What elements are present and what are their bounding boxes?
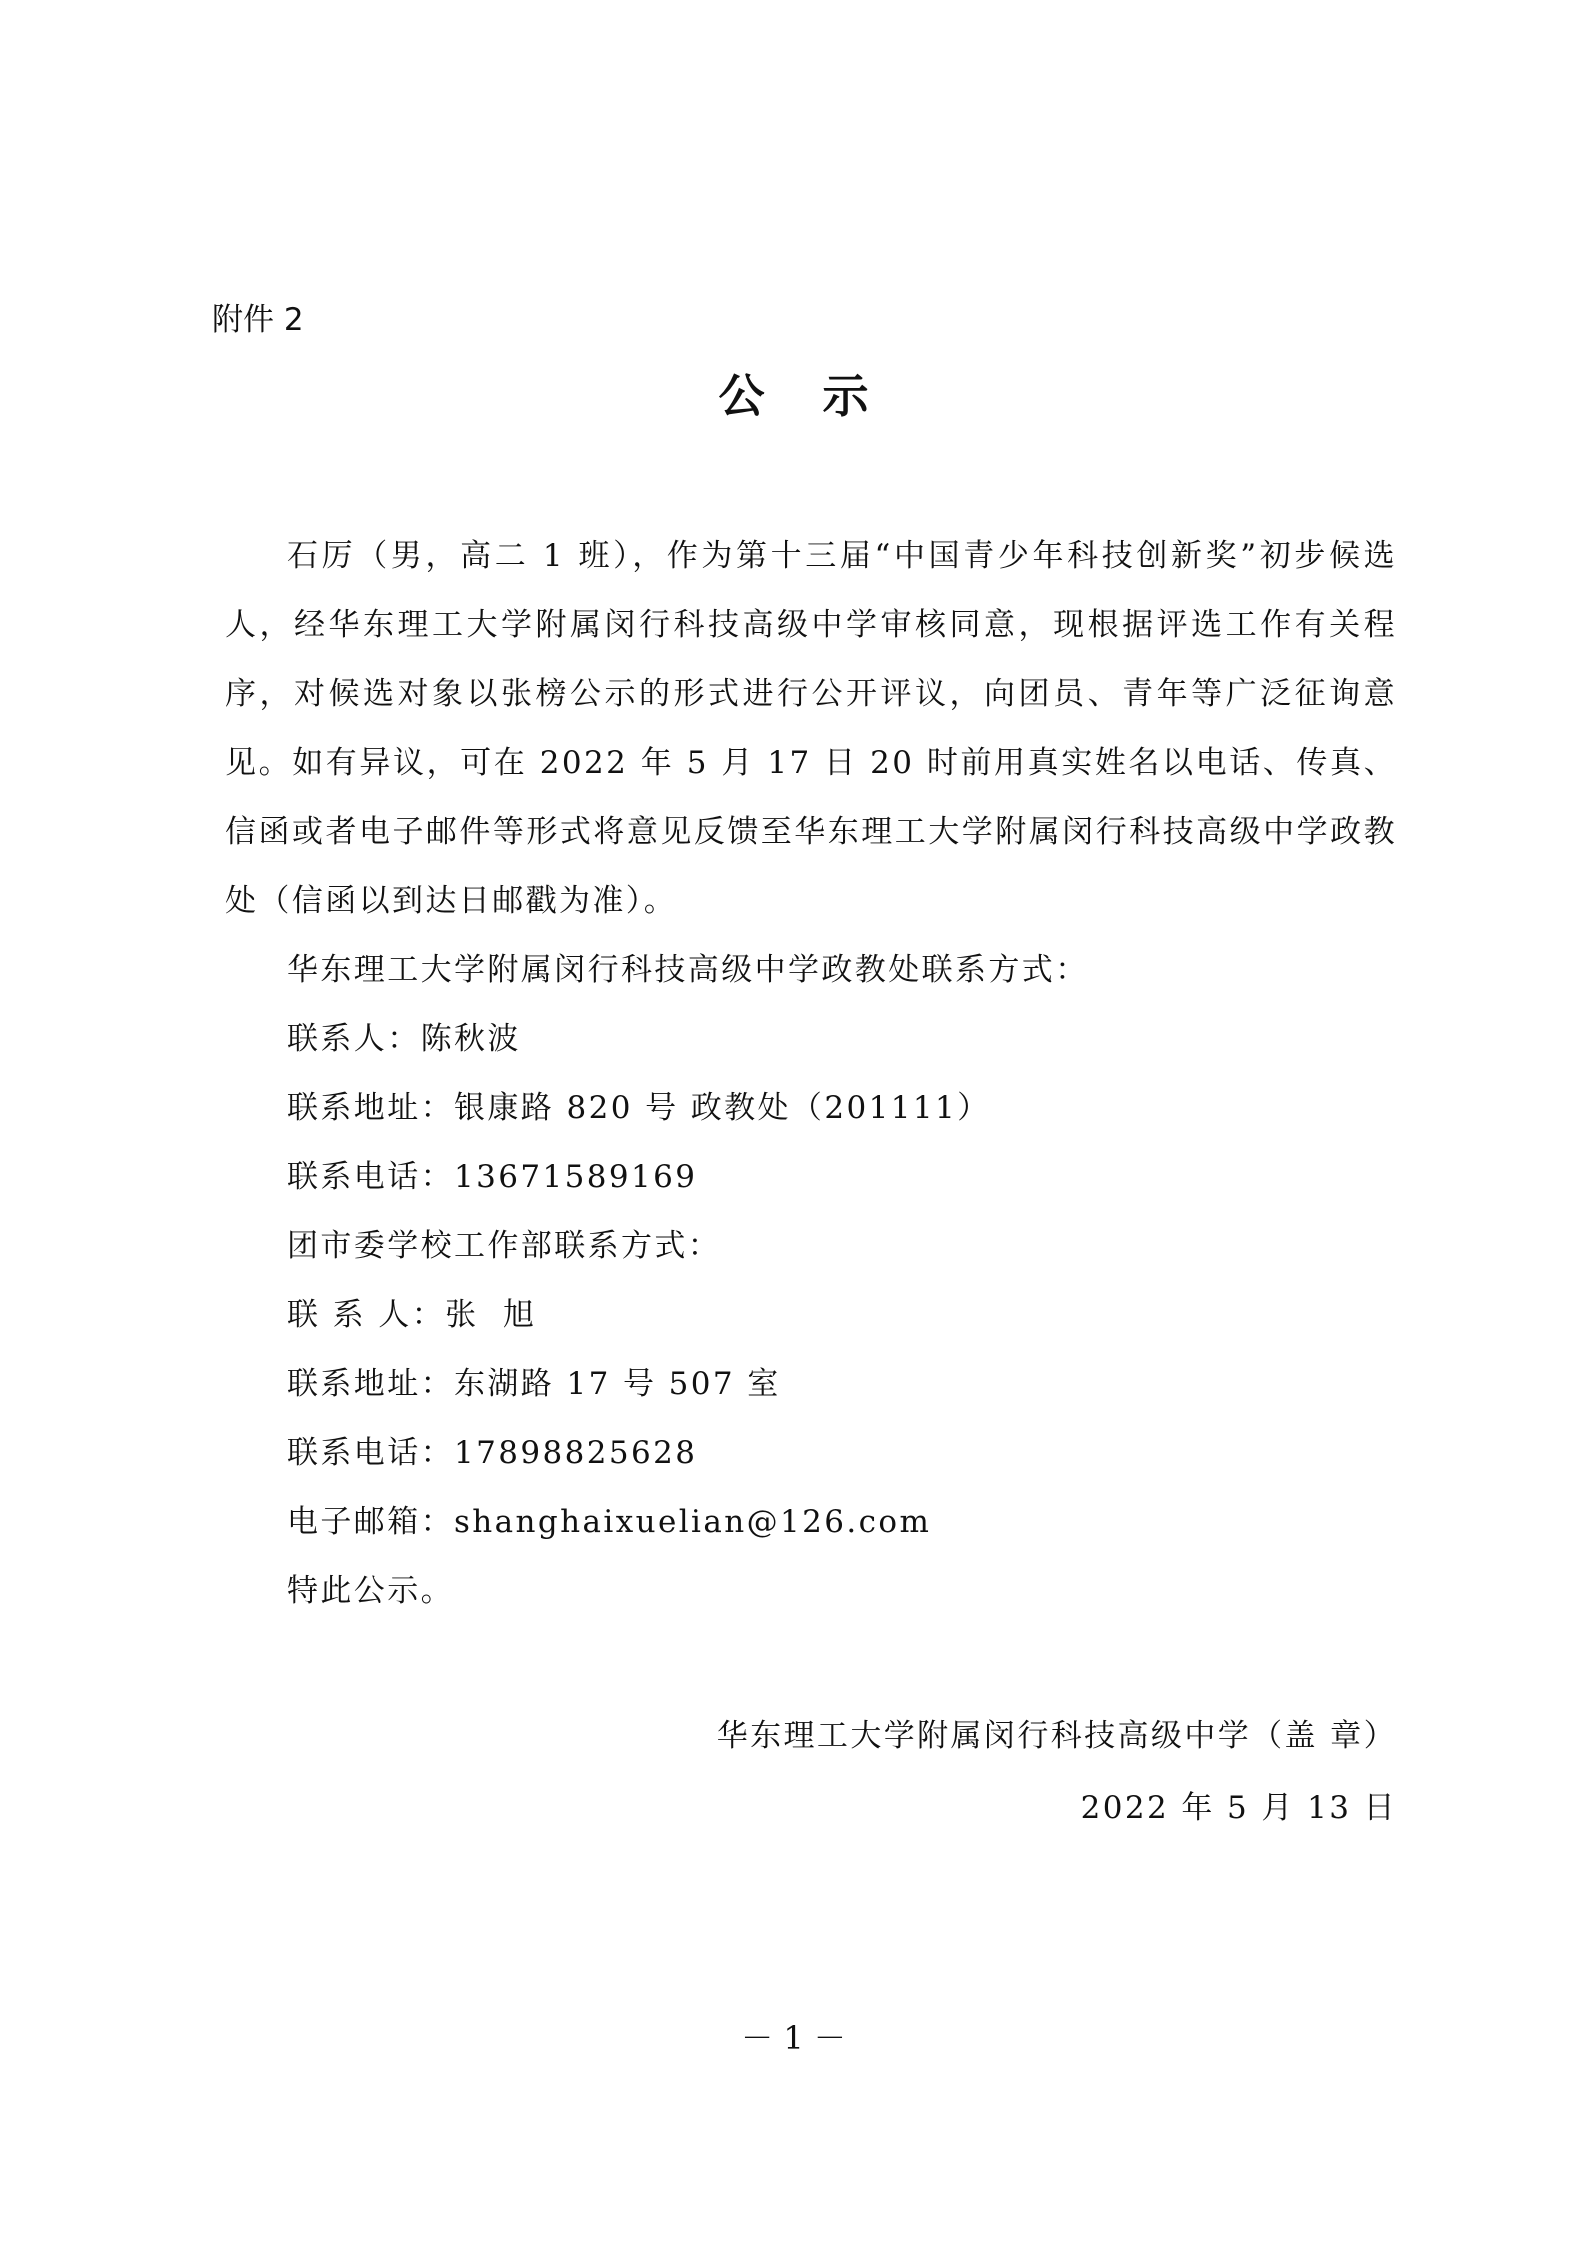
page-number: － 1 － [741, 2019, 846, 2057]
school-contact-address-value: 银康路 820 号 政教处（201111） [454, 1090, 991, 1126]
league-contact-email-label: 电子邮箱： [287, 1504, 454, 1540]
league-contact-phone-label: 联系电话： [287, 1435, 454, 1471]
league-contact-phone-value: 17898825628 [454, 1435, 698, 1471]
league-contact-person-value: 张 旭 [445, 1297, 537, 1333]
document-body [225, 522, 1397, 1626]
league-contact-address-label: 联系地址： [287, 1366, 454, 1402]
league-contact-email [225, 1488, 1397, 1557]
closing-statement: 特此公示。 [287, 1573, 454, 1609]
school-contact-phone [225, 1143, 1397, 1212]
school-contact-person-label: 联系人： [287, 1021, 421, 1057]
school-contact-heading: 华东理工大学附属闵行科技高级中学政教处联系方式： [287, 952, 1089, 988]
school-contact-address-label: 联系地址： [287, 1090, 454, 1126]
school-contact-person-value: 陈秋波 [420, 1021, 521, 1057]
league-contact-email-value: shanghaixuelian@126.com [454, 1504, 932, 1540]
league-contact-address-value: 东湖路 17 号 507 室 [454, 1366, 781, 1402]
school-contact-person [225, 1005, 1397, 1074]
league-contact-heading: 团市委学校工作部联系方式： [287, 1228, 722, 1264]
school-contact-phone-label: 联系电话： [287, 1159, 454, 1195]
document-title: 公示 [718, 369, 927, 423]
league-contact-phone [225, 1419, 1397, 1488]
signature-block [717, 1700, 1397, 1844]
signature-date: 2022 年 5 月 13 日 [1080, 1790, 1397, 1826]
league-contact-address [225, 1350, 1397, 1419]
league-contact-person-label: 联 系 人： [287, 1297, 446, 1333]
attachment-label: 附件 2 [212, 302, 304, 338]
notice-paragraph: 石厉（男，高二 1 班），作为第十三届“中国青少年科技创新奖”初步候选人，经华东理工大学附属闵行科技高级中学审核同意，现根据评选工作有关程序，对候选对象以张榜公示的形式进行公开评议，向团员、青年等广泛征询意见。如有异议，可在 2022 年 5 月 17 日 20 时前用真实姓名以电话、传真、信函或者电子邮件等形式将意见反馈至华东理工大学附属闵行科技高级中学政教处（信函以到达日邮戳为准）。 [225, 538, 1397, 919]
league-contact-person [225, 1281, 1397, 1350]
school-contact-address [225, 1074, 1397, 1143]
signature-organization: 华东理工大学附属闵行科技高级中学（盖 章） [716, 1718, 1397, 1754]
school-contact-phone-value: 13671589169 [454, 1159, 698, 1195]
